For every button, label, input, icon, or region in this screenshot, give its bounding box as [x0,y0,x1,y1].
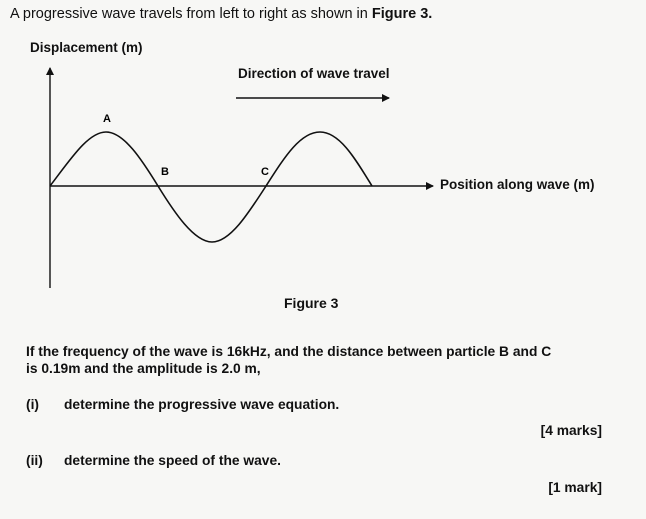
part-i [26,397,339,412]
point-a-label: A [103,113,111,125]
point-b-label: B [161,166,169,178]
direction-label: Direction of wave travel [238,66,390,81]
part-ii [26,453,281,468]
part-i-number: (i) [26,397,40,412]
point-c-label: C [261,166,269,178]
part-i-marks: [4 marks] [540,423,602,438]
x-axis-label: Position along wave (m) [440,177,595,192]
part-ii-number: (ii) [26,453,43,468]
figure-reference: Figure 3. [371,6,433,22]
intro-sentence: A progressive wave travels from left to right as shown in [10,6,372,22]
part-ii-text: determine the speed of the wave. [64,453,281,468]
question-line-1: If the frequency of the wave is 16kHz, and the distance between particle B and C [26,344,552,359]
part-i-text: determine the progressive wave equation. [64,397,340,412]
figure-caption: Figure 3 [284,295,339,311]
part-ii-marks: [1 mark] [548,480,602,495]
y-axis-label: Displacement (m) [30,40,143,55]
question-line-2: is 0.19m and the amplitude is 2.0 m, [26,361,261,376]
wave-curve [50,132,372,242]
